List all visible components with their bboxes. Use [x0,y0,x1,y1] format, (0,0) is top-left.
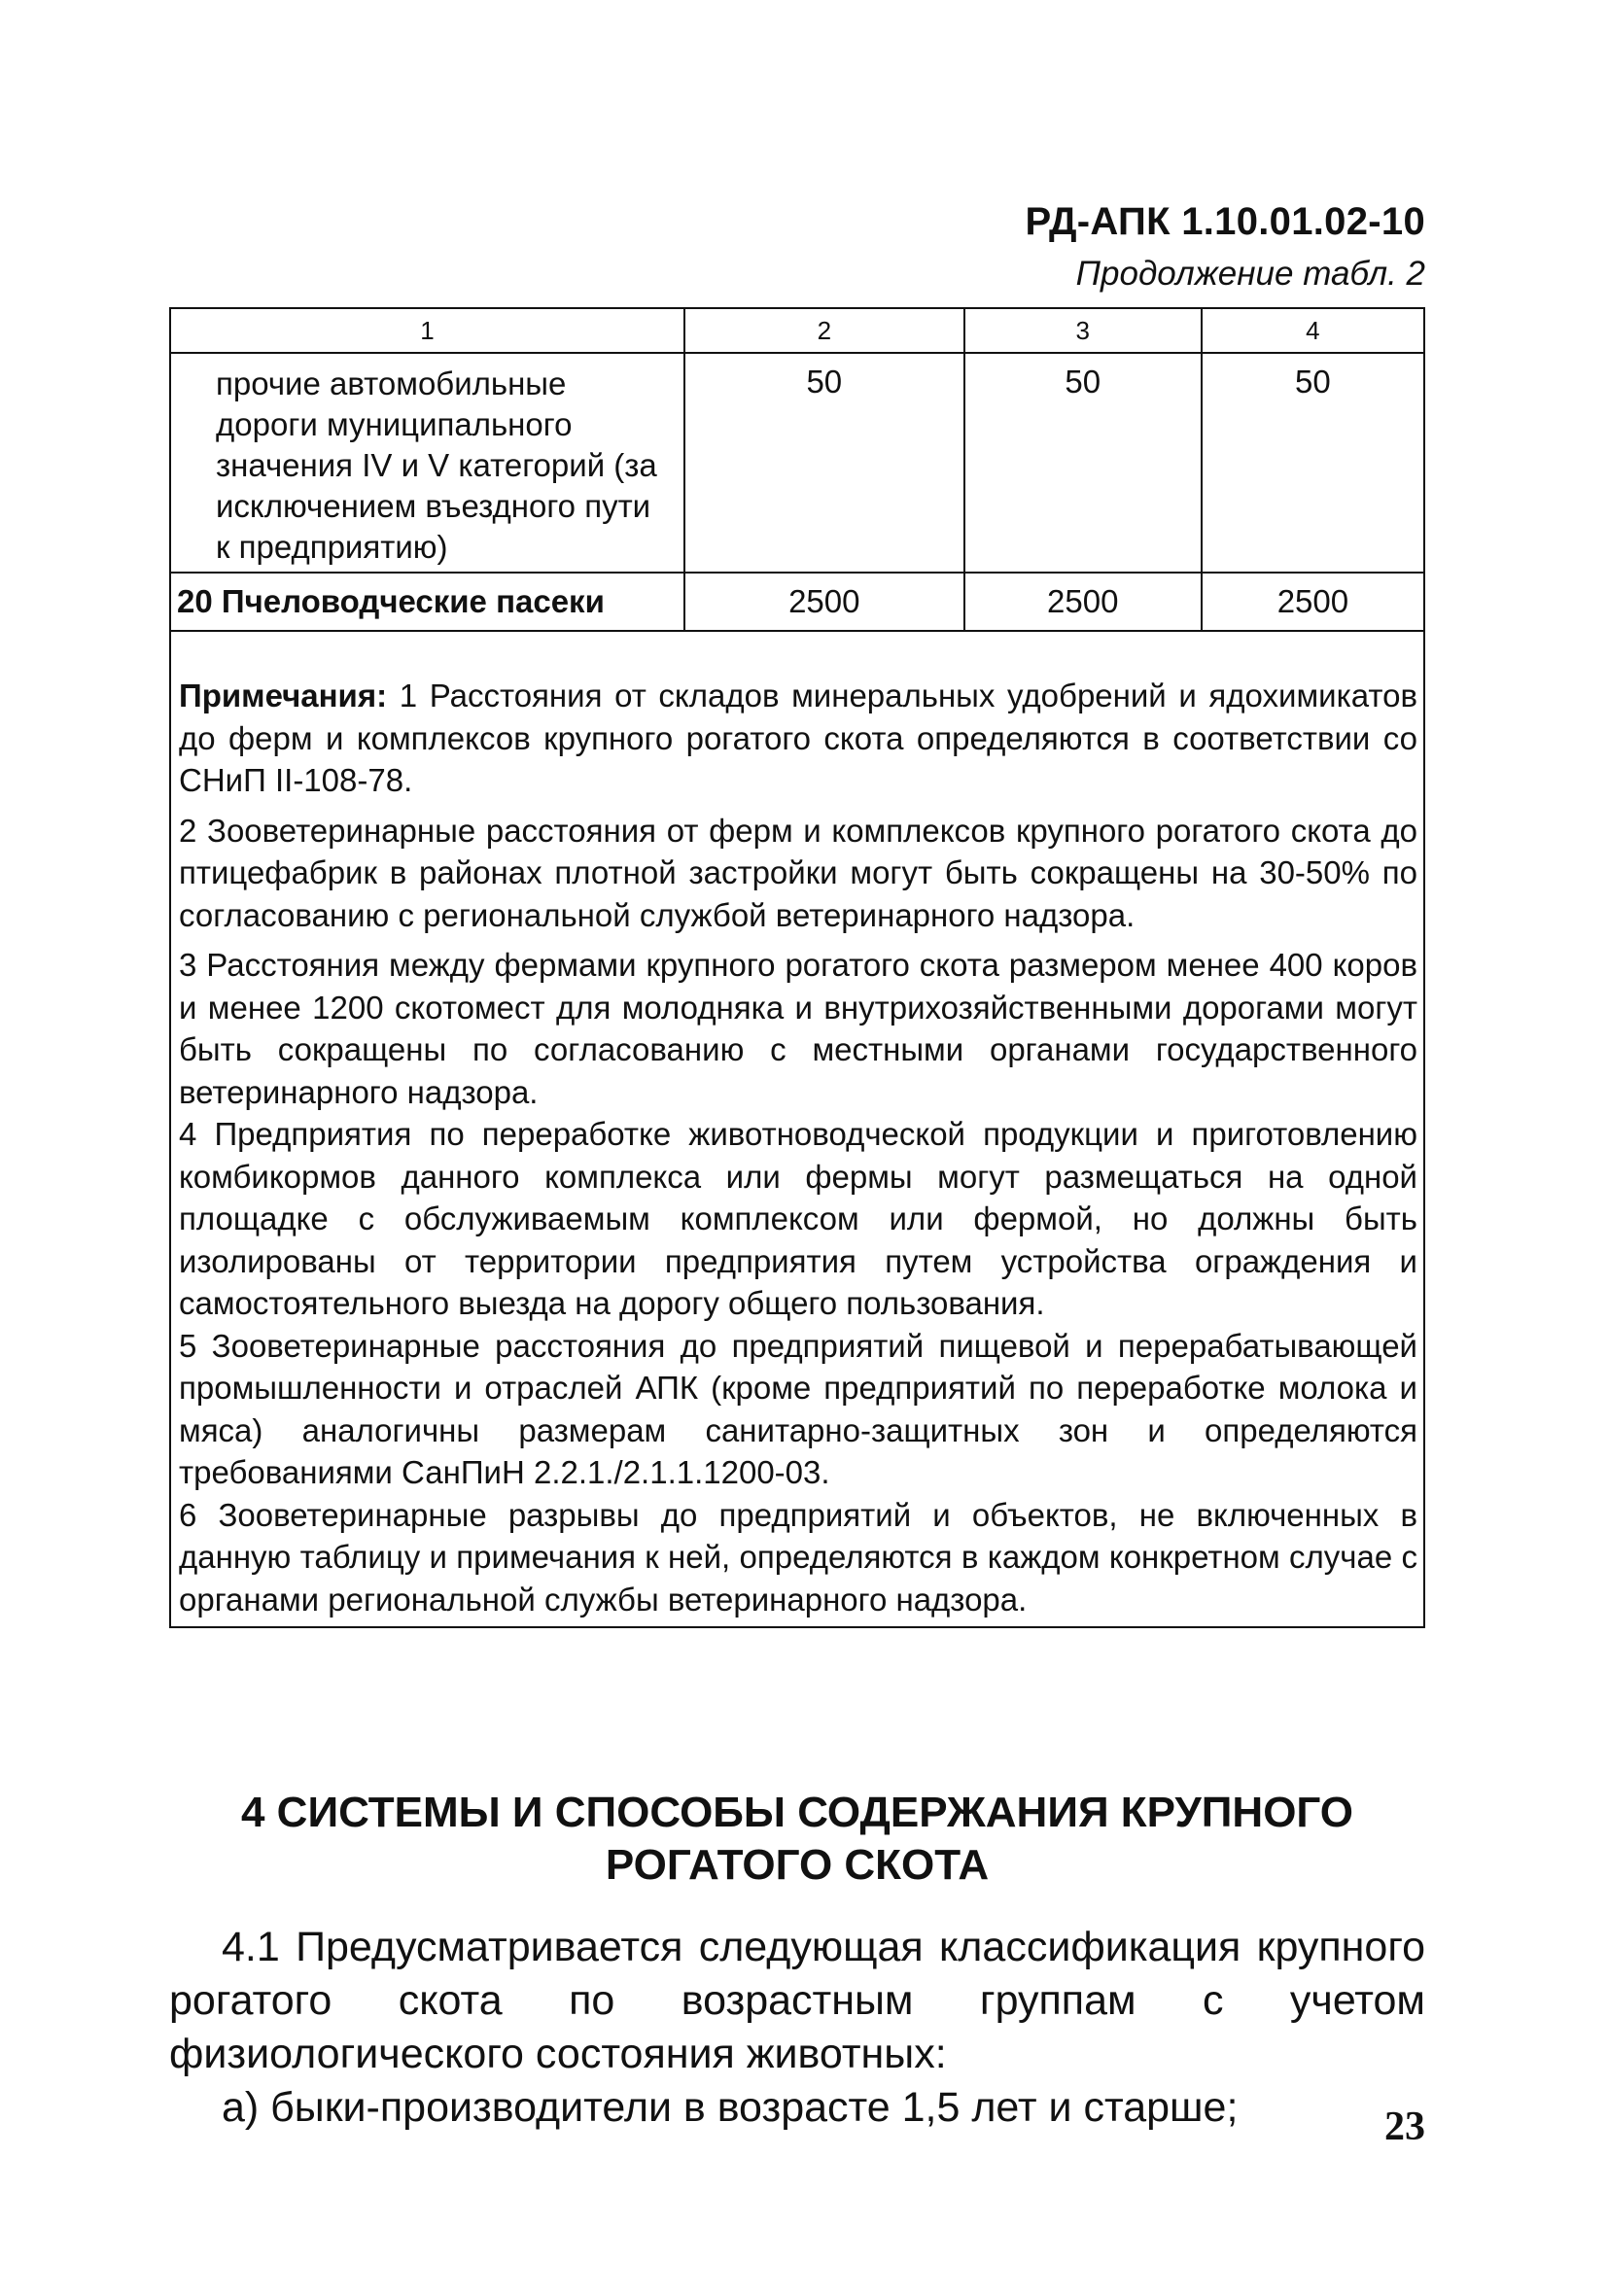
section-title-line: 4 СИСТЕМЫ И СПОСОБЫ СОДЕРЖАНИЯ КРУПНОГО [240,1789,1354,1836]
table-cell: 2500 [1202,573,1424,631]
note-item [179,675,1417,802]
page-number: 23 [1384,2105,1425,2149]
row-label-cell [170,353,684,573]
table-cell: 2500 [684,573,964,631]
note-item: 3 Расстояния между фермами крупного рогатого скота размером менее 400 коров и менее 1200 скотомест для молодняка и внутрихозяйственными дорогами могут быть сокращены по согласованию с местными органами государственного ветеринарного надзора. [179,947,1417,1110]
note-item: 2 Зооветеринарные расстояния от ферм и комплексов крупного рогатого скота до птицефабрик в районах плотной застройки могут быть сокращены на 30-50% по согласованию с региональной службой ветеринарного надзора. [179,812,1417,933]
table-row [170,353,1424,573]
row-label-cell [170,573,684,631]
column-header: 2 [684,308,964,353]
body-paragraph: 4.1 Предусматривается следующая классификация крупного рогатого скота по возрастным группам с учетом физиологического состояния животных: [169,1924,1425,2077]
distance-table [169,307,1425,1628]
row-label: 20 Пчеловодческие пасеки [177,583,605,619]
note-item: 5 Зооветеринарные расстояния до предприятий пищевой и перерабатывающей промышленности и отраслей АПК (кроме предприятий по переработке молока и мяса) аналогичны размерам санитарно-защитных зон и определяются требованиями СанПиН 2.2.1./2.1.1.1200-03. [179,1327,1417,1490]
table-continuation-label: Продолжение табл. 2 [1075,255,1425,293]
column-header: 3 [964,308,1202,353]
notes-cell [170,631,1424,1627]
note-text: 1 Расстояния от складов минеральных удобрений и ядохимикатов до ферм и комплексов крупного рогатого скота определяются в соответствии со СНиП II-108-78. [179,678,1417,798]
notes-block [171,632,1423,1626]
section-title-line: РОГАТОГО СКОТА [605,1841,990,1889]
table-cell: 2500 [964,573,1202,631]
table-header-row [170,308,1424,353]
doc-code: РД-АПК 1.10.01.02-10 [1025,200,1425,243]
list-item: а) быки-производители в возрасте 1,5 лет и старше; [222,2084,1239,2131]
table-cell: 50 [964,353,1202,573]
column-header: 1 [170,308,684,353]
note-item: 4 Предприятия по переработке животноводческой продукции и приготовлению комбикормов данного комплекса или фермы могут размещаться на одной площадке с обслуживаемым комплексом или фермой, но должны быть изолированы от территории предприятия путем устройства ограждения и самостоятельного выезда на дорогу общего пользования. [179,1116,1417,1321]
table-row [170,573,1424,631]
notes-heading: Примечания: [179,678,388,713]
table-cell: 50 [684,353,964,573]
column-header: 4 [1202,308,1424,353]
section-body [169,1921,1425,2135]
row-label: прочие автомобильные дороги муниципального значения IV и V категорий (за исключением въездного пути к предприятию) [216,365,657,565]
table-cell: 50 [1202,353,1424,573]
note-item: 6 Зооветеринарные разрывы до предприятий и объектов, не включенных в данную таблицу и примечания к ней, определяются в каждом конкретном случае с органами региональной службы ветеринарного надзора. [179,1496,1417,1618]
notes-row [170,631,1424,1627]
section-title [169,1787,1425,1892]
